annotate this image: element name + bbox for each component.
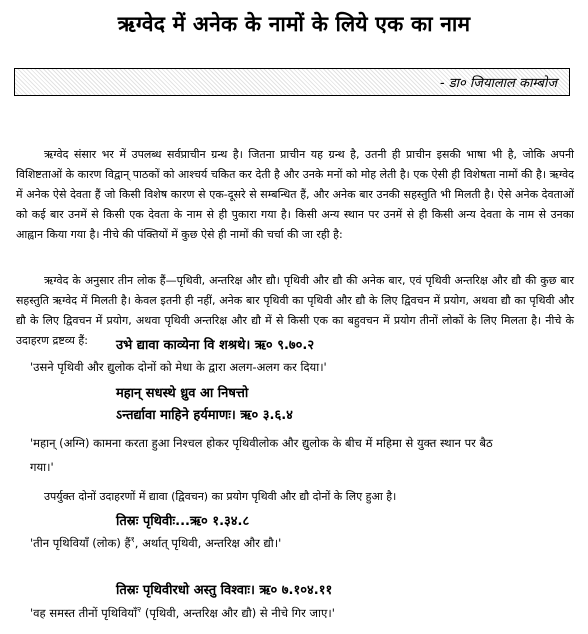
verse-2-line-2: ऽन्तर्द्यावा माहिने हर्यमाणः। ऋ० ३.६.४	[116, 408, 293, 423]
translation-4	[30, 604, 335, 621]
footnote-marker-2: २	[137, 605, 142, 614]
translation-2-line-2: गया।'	[30, 460, 54, 474]
translation-3	[30, 534, 281, 551]
verse-3: तिस्रः पृथिवीः...ऋ० १.३४.८	[116, 514, 250, 529]
paragraph-intro: ऋग्वेद संसार भर में उपलब्ध सर्वप्राचीन ग्रन्थ है। जितना प्राचीन यह ग्रन्थ है, उतनी ही प्राचीन इसकी भाषा भी है, जोकि अपनी विशिष्टताओं के कारण विद्वान् पाठकों को आश्चर्य चकित कर देती है और उनके मनों को मोह लेती है। एक ऐसी ही विशेषता नामों की है। ऋग्वेद में अनेक ऐसे देवता हैं जो किसी विशेष कारण से एक-दूसरे से सम्बन्धित हैं, और अनेक बार उनकी सहस्तुति भी मिलती है। ऐसे अनेक देवताओं को कई बार उनमें से किसी एक देवता के नाम से ही पुकारा गया है। किसी अन्य स्थान पर उनमें से ही किसी अन्य देवता के नाम से उनका आह्वान किया गया है। नीचे की पंक्तियों में कुछ ऐसे ही नामों की चर्चा की जा रही है:	[16, 148, 574, 241]
footnote-marker-1: १	[130, 535, 135, 544]
article-title: ऋग्वेद में अनेक के नामों के लिये एक का नाम	[117, 12, 471, 36]
author-banner	[14, 68, 570, 96]
explanatory-note: उपर्युक्त दोनों उदाहरणों में द्यावा (द्विवचन) का प्रयोग पृथिवी और द्यौ दोनों के लिए हुआ है।	[44, 490, 397, 503]
translation-2-line-1: 'महान् (अग्नि) कामना करता हुआ निश्चल होकर पृथिवीलोक और द्युलोक के बीच में महिमा से युक्त स्थान पर बैठ	[30, 436, 493, 450]
author-name: - डा० जियालाल काम्बोज	[439, 76, 557, 91]
translation-4-text-end: (पृथिवी, अन्तरिक्ष और द्यौ) से नीचे गिर जाए।'	[141, 605, 335, 620]
translation-3-text: 'तीन पृथिवियाँ (लोक) हैं	[30, 535, 131, 550]
verse-1: उभे द्यावा काव्येना वि शश्रथे। ऋ० ९.७०.२	[116, 338, 315, 353]
paragraph-three-worlds: ऋग्वेद के अनुसार तीन लोक हैं—पृथिवी, अन्तरिक्ष और द्यौ। पृथिवी और द्यौ की अनेक बार, एवं पृथिवी अन्तरिक्ष और द्यौ की कुछ बार सहस्तुति ऋग्वेद में मिलती है। केवल इतनी ही नहीं, अनेक बार पृथिवी का पृथिवी और द्यौ के लिए द्विवचन में प्रयोग, अथवा द्यौ का पृथिवी और द्यौ के लिए द्विवचन में प्रयोग, अथवा पृथिवी अन्तरिक्ष और द्यौ में से किसी एक का बहुवचन में प्रयोग तीनों लोकों के लिए मिलता है। नीचे के उदाहरण द्रष्टव्य हैं:	[16, 274, 574, 347]
verse-2-line-1: महान् सधस्थे ध्रुव आ निषत्तो	[116, 386, 249, 401]
verse-4: तिस्रः पृथिवीरधो अस्तु विश्वाः। ऋ० ७.१०४.११	[116, 583, 333, 598]
translation-4-text: 'वह समस्त तीनों पृथिवियाँ	[30, 605, 138, 620]
translation-3-text-end: , अर्थात् पृथिवी, अन्तरिक्ष और द्यौ।'	[134, 535, 282, 550]
translation-1: 'उसने पृथिवी और द्युलोक दोनों को मेधा के द्वारा अलग-अलग कर दिया।'	[30, 360, 327, 374]
